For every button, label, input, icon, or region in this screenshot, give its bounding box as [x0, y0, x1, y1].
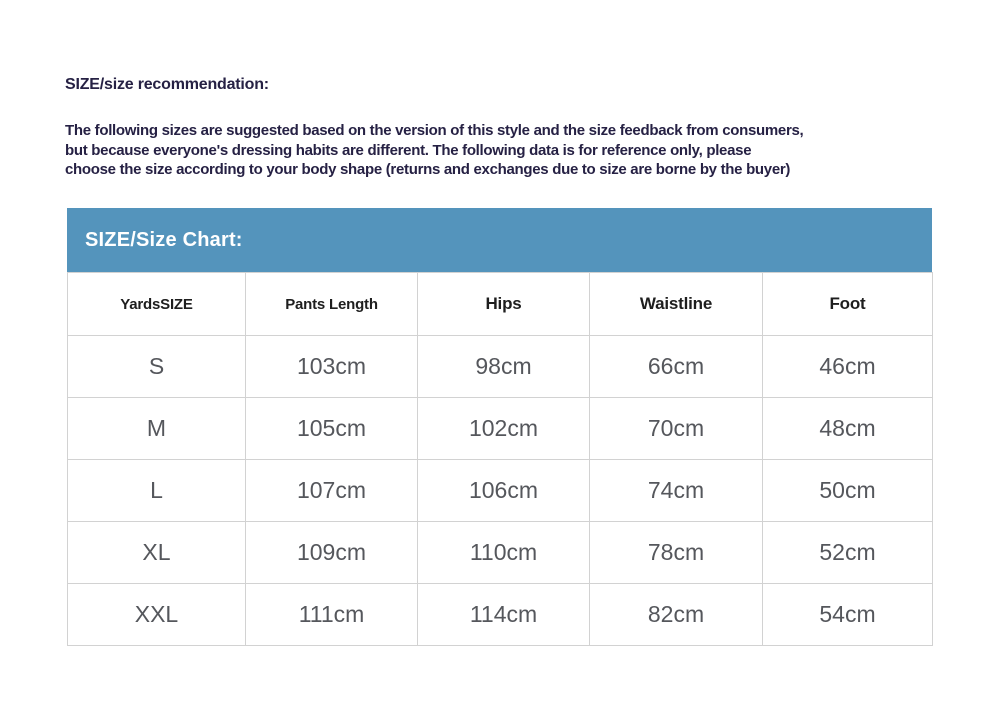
size-value-cell: 70cm [590, 398, 763, 460]
size-value-cell: 48cm [763, 398, 933, 460]
size-value-cell: 107cm [246, 460, 418, 522]
column-header-pants-length: Pants Length [246, 273, 418, 336]
size-chart-banner [67, 208, 932, 272]
size-recommendation-paragraph [65, 121, 803, 180]
size-value-cell: 78cm [590, 522, 763, 584]
size-value-cell: 111cm [246, 584, 418, 646]
size-value-cell: 46cm [763, 336, 933, 398]
size-row-label: L [68, 460, 246, 522]
size-value-cell: 82cm [590, 584, 763, 646]
paragraph-line: choose the size according to your body shape (returns and exchanges due to size are borne by the buyer) [65, 161, 791, 178]
table-row-xl [68, 522, 933, 584]
paragraph-line: but because everyone's dressing habits are different. The following data is for reference only, please [65, 141, 752, 159]
size-value-cell: 110cm [418, 522, 590, 584]
size-value-cell: 50cm [763, 460, 933, 522]
size-row-label: XXL [68, 584, 246, 646]
size-table-body [68, 336, 933, 646]
column-header-foot: Foot [763, 273, 933, 336]
size-value-cell: 103cm [246, 336, 418, 398]
size-value-cell: 105cm [246, 398, 418, 460]
column-header-hips: Hips [418, 273, 590, 336]
size-recommendation-heading: SIZE/size recommendation: [65, 76, 269, 93]
table-row-xxl [68, 584, 933, 646]
size-chart-table [67, 272, 933, 646]
column-header-yardssize: YardsSIZE [68, 273, 246, 336]
size-value-cell: 54cm [763, 584, 933, 646]
table-row-s [68, 336, 933, 398]
size-value-cell: 52cm [763, 522, 933, 584]
size-value-cell: 74cm [590, 460, 763, 522]
table-row-m [68, 398, 933, 460]
size-row-label: S [68, 336, 246, 398]
header-row [68, 273, 933, 336]
size-value-cell: 109cm [246, 522, 418, 584]
column-header-waistline: Waistline [590, 273, 763, 336]
size-value-cell: 114cm [418, 584, 590, 646]
size-value-cell: 66cm [590, 336, 763, 398]
size-row-label: M [68, 398, 246, 460]
table-row-l [68, 460, 933, 522]
size-value-cell: 98cm [418, 336, 590, 398]
size-chart-title: SIZE/Size Chart: [85, 228, 243, 251]
paragraph-line: The following sizes are suggested based on the version of this style and the size feedback from consumers, [65, 122, 804, 139]
size-value-cell: 106cm [418, 460, 590, 522]
size-row-label: XL [68, 522, 246, 584]
size-value-cell: 102cm [418, 398, 590, 460]
size-table-header [68, 273, 933, 336]
